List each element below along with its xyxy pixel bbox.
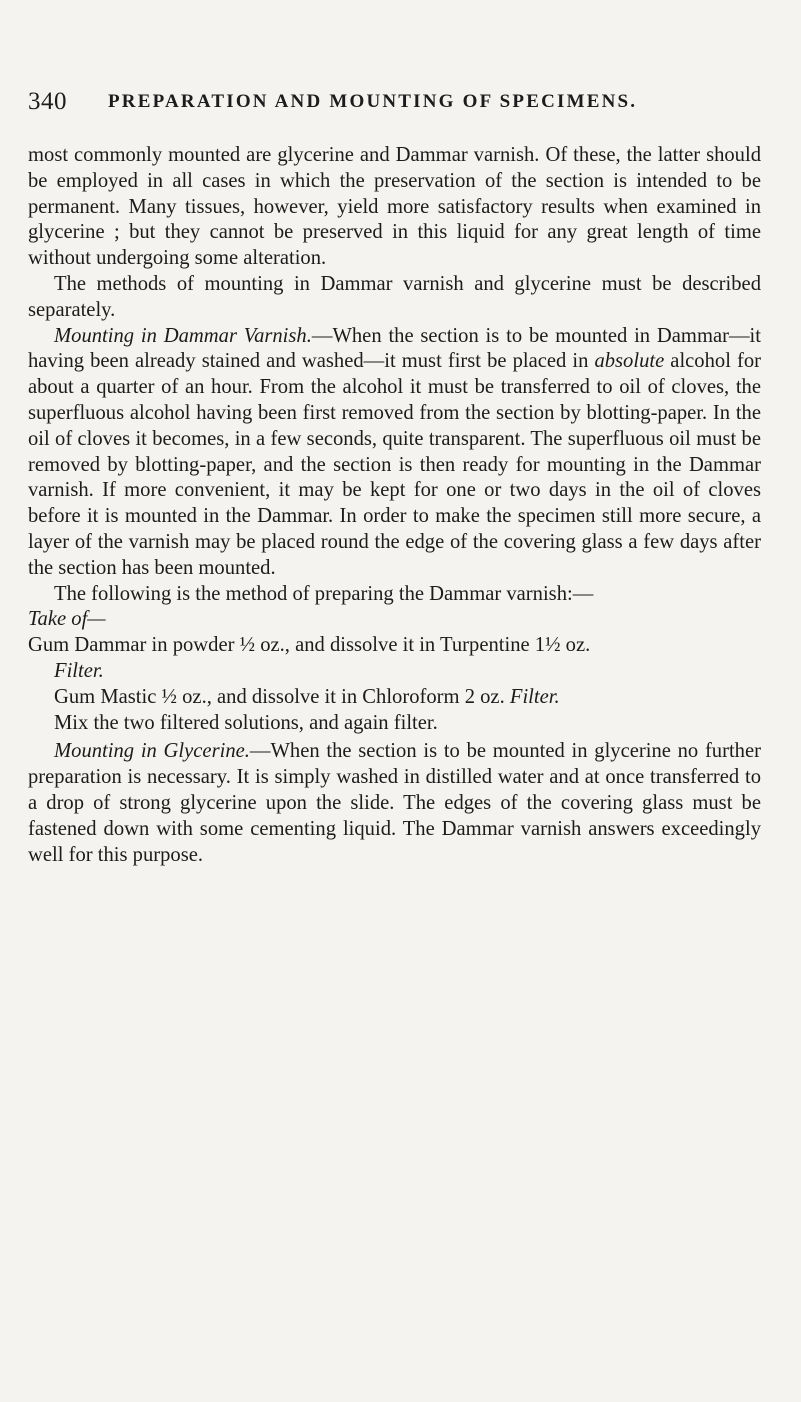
running-head: PREPARATION AND MOUNTING OF SPECIMENS. xyxy=(108,91,638,112)
page-header xyxy=(28,88,761,118)
page-number: 340 xyxy=(28,88,67,115)
recipe-step-mastic xyxy=(28,685,761,711)
paragraph-varnish-preparation: The following is the method of preparing the Dammar varnish:— xyxy=(54,582,594,605)
take-of-label: Take of— xyxy=(28,608,106,631)
body-text xyxy=(28,143,761,868)
dammar-text-part2: alcohol for about a quarter of an hour. From the alcohol it must be transferred to oil of cloves, the superfluous alcohol having been first removed from the section by blotting-paper. In the oil of cloves it becomes, in a few seconds, quite transparent. The superfluous oil must be removed by blotting-paper, and the section is then ready for mounting in the Dammar varnish. If more convenient, it may be kept for one or two days in the oil of cloves before it is mounted in the Dammar. In order to make the specimen still more secure, a layer of the varnish may be placed round the edge of the covering glass a few days after the section has been mounted. xyxy=(28,350,761,579)
section-heading-dammar: Mounting in Dammar Varnish. xyxy=(54,324,312,347)
paragraph-continuation: most commonly mounted are glycerine and Dammar varnish. Of these, the latter should be employed in all cases in which the preservation of the section is intended to be permanent. Many tissues, however, yield more satisfactory results when examined in glycerine ; but they cannot be preserved in this liquid for any great length of time without undergoing some alteration. xyxy=(28,144,761,270)
paragraph-dammar-mounting xyxy=(28,324,761,582)
recipe-step-mix: Mix the two filtered solutions, and again filter. xyxy=(54,711,438,734)
section-heading-glycerine: Mounting in Glycerine. xyxy=(54,740,250,763)
recipe2-filter: Filter. xyxy=(509,685,560,708)
paragraph-methods-intro: The methods of mounting in Dammar varnish and glycerine must be described separately. xyxy=(28,272,761,321)
recipe1-text: Gum Dammar in powder ½ oz., and dissolve it in Turpentine 1½ oz. xyxy=(28,634,591,657)
dammar-text-part1: —When the section is to be mounted in Dammar—it having been already stained and washed—it must first be placed in xyxy=(28,324,761,373)
absolute-emphasis: absolute xyxy=(594,350,665,373)
recipe1-filter: Filter. xyxy=(54,659,104,682)
recipe-take-of xyxy=(28,607,761,633)
recipe2-text: Gum Mastic ½ oz., and dissolve it in Chloroform 2 oz. xyxy=(54,685,510,708)
recipe-step-dammar xyxy=(28,633,761,685)
glycerine-text: —When the section is to be mounted in glycerine no further preparation is necessary. It is simply washed in distilled water and at once transferred to a drop of strong glycerine upon the slide. The edges of the covering glass must be fastened down with some cementing liquid. The Dammar varnish answers exceedingly well for this purpose. xyxy=(28,740,761,866)
paragraph-glycerine-mounting xyxy=(28,739,761,868)
